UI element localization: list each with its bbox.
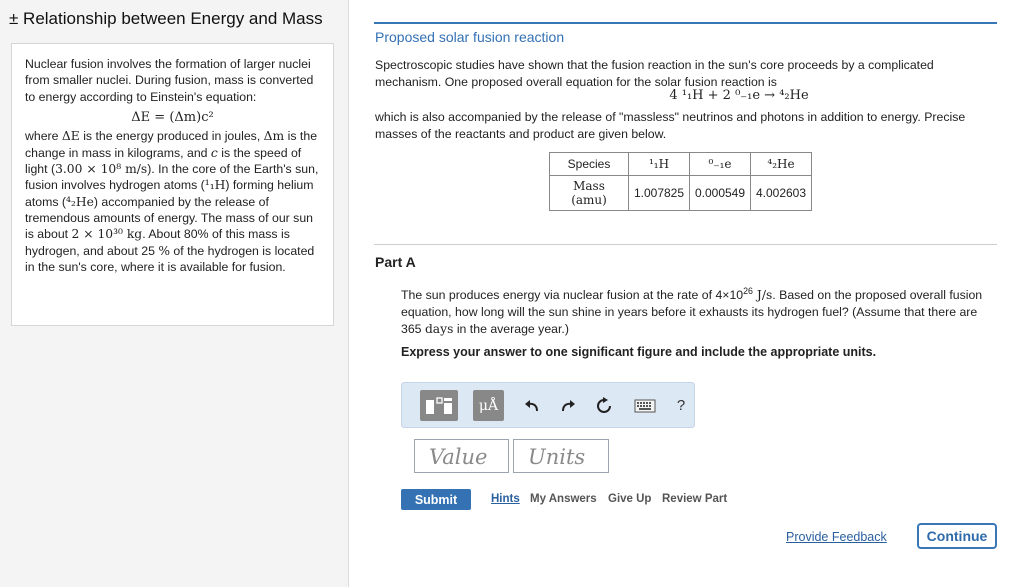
submit-button[interactable]: Submit <box>401 489 471 510</box>
text-fragment: is the energy produced in joules, <box>79 129 264 144</box>
text-fragment: is the change in mass in kilograms, and <box>25 129 318 160</box>
text-fragment: ). In the core of the Earth's sun, fusion involves hydrogen atoms ( <box>25 162 319 193</box>
answer-instruction: Express your answer to one significant figure and include the appropriate units. <box>401 345 877 359</box>
mass-table <box>549 152 812 211</box>
text-fragment: The sun produces energy via nuclear fusion at the rate of 4×10 <box>401 288 744 303</box>
delta-m-symbol: Δm <box>263 129 285 144</box>
text-fragment: in the average year.) <box>453 321 569 336</box>
left-panel <box>0 0 349 587</box>
hints-link[interactable]: Hints <box>491 493 520 505</box>
intro-paragraph-2 <box>25 128 320 275</box>
value-input[interactable]: Value <box>414 439 509 473</box>
keyboard-button[interactable] <box>633 390 657 421</box>
units-input[interactable]: Units <box>513 439 609 473</box>
my-answers-link[interactable]: My Answers <box>530 493 597 505</box>
part-label: Part A <box>375 254 416 270</box>
reset-button[interactable] <box>593 390 615 421</box>
math-toolbar <box>401 382 695 428</box>
table-cell-hydrogen: ¹₁H <box>629 153 690 176</box>
main-content <box>374 0 997 587</box>
question-text <box>401 285 999 337</box>
delta-e-symbol: ΔE <box>61 129 80 144</box>
answer-panel <box>401 369 996 479</box>
text-fragment: is the speed of light ( <box>25 145 302 176</box>
units-button[interactable]: μÅ <box>473 390 504 421</box>
table-cell-helium: ⁴₂He <box>751 153 812 176</box>
percent-sign: % <box>158 243 171 258</box>
days-unit: days <box>424 321 454 336</box>
provide-feedback-link[interactable]: Provide Feedback <box>786 530 887 544</box>
rate-units: J/s <box>752 288 773 303</box>
part-divider <box>374 244 997 245</box>
section-divider <box>374 22 997 24</box>
hydrogen-symbol: ¹₁H <box>204 178 226 193</box>
redo-button[interactable] <box>557 390 579 421</box>
templates-icon <box>424 395 454 417</box>
undo-button[interactable] <box>521 390 543 421</box>
table-header-mass: Mass (amu) <box>550 176 629 211</box>
give-up-link[interactable]: Give Up <box>608 493 652 505</box>
speed-of-light-value: 3.00 × 10⁸ m/s <box>55 162 148 176</box>
table-row <box>550 176 812 211</box>
text-fragment: of the hydrogen is located in the sun's core, where it is available for fusion. <box>25 243 315 275</box>
text-fragment: ) forming helium atoms ( <box>25 178 314 209</box>
section-title: Proposed solar fusion reaction <box>375 29 565 45</box>
table-cell-hydrogen-mass: 1.007825 <box>629 176 690 211</box>
hydrogen-percent: 80% <box>183 227 209 242</box>
table-cell-helium-mass: 4.002603 <box>751 176 812 211</box>
c-symbol: c <box>210 145 218 160</box>
table-cell-electron: ⁰₋₁e <box>690 153 751 176</box>
intro-box <box>11 43 334 326</box>
intro-paragraph-1: Nuclear fusion involves the formation of larger nuclei from smaller nuclei. During fusion, mass is converted to energy according to Einstein's equation: <box>25 57 314 104</box>
text-fragment: . About <box>142 227 184 242</box>
page-title: ± Relationship between Energy and Mass <box>9 9 323 28</box>
continue-button[interactable]: Continue <box>917 523 997 549</box>
templates-button[interactable] <box>420 390 458 421</box>
reset-icon <box>595 397 613 415</box>
text-fragment: . Based on the proposed overall fusion equation, how long will the sun shine in years before it exhausts its hydrogen fuel? (Assume that there are 365 <box>401 288 983 336</box>
review-part-link[interactable]: Review Part <box>662 493 728 505</box>
table-cell-electron-mass: 0.000549 <box>690 176 751 211</box>
text-fragment: where <box>25 129 62 144</box>
section-paragraph-2: which is also accompanied by the release of "massless" neutrinos and photons in addition to energy. Precise masses of the reactants and product are given below. <box>375 110 966 141</box>
redo-icon <box>560 398 576 414</box>
exponent: 26 <box>743 286 753 296</box>
table-row <box>550 153 812 176</box>
text-fragment: ) accompanied by the release of tremendous amounts of energy. The mass of our sun is about <box>25 194 313 242</box>
text-fragment: of this mass is hydrogen, and about 25 <box>25 227 290 258</box>
undo-icon <box>524 398 540 414</box>
fusion-reaction-equation: 4 ¹₁H + 2 ⁰₋₁e → ⁴₂He <box>669 88 809 103</box>
section-paragraph-1: Spectroscopic studies have shown that the fusion reaction in the sun's core proceeds by a complicated mechanism. One proposed overall equation for the solar fusion reaction is <box>375 58 934 89</box>
helium-symbol: ⁴₂He <box>66 194 94 209</box>
table-header-species: Species <box>550 153 629 176</box>
sun-mass-value: 2 × 10³⁰ kg <box>71 227 143 242</box>
help-button[interactable]: ? <box>676 397 686 414</box>
einstein-equation: ΔE = (Δm)c² <box>131 110 214 126</box>
keyboard-icon <box>634 399 656 413</box>
